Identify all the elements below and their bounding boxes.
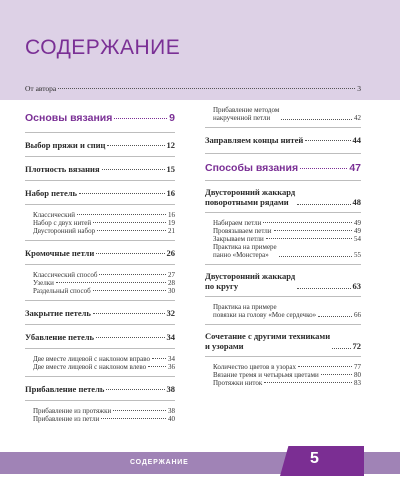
toc-part-techniques[interactable] — [205, 154, 361, 181]
toc-entry-page: 48 — [352, 197, 361, 207]
toc-entry-label: Закрытие петель — [25, 308, 91, 318]
leader-dots — [266, 238, 352, 239]
leader-dots — [58, 88, 355, 89]
toc-sub-group — [25, 265, 175, 301]
toc-entry-label: Прибавление петель — [25, 384, 105, 394]
toc-entry-label: Количество цветов в узорах — [213, 363, 296, 371]
leader-dots — [97, 230, 166, 231]
toc-entry-author[interactable] — [25, 84, 361, 98]
leader-dots — [102, 169, 165, 170]
toc-entry-page: 49 — [354, 219, 361, 227]
toc-chapter[interactable] — [25, 325, 175, 349]
leader-dots — [297, 204, 350, 205]
toc-entry-page: 27 — [168, 271, 175, 279]
leader-dots — [93, 222, 166, 223]
toc-chapter[interactable] — [205, 181, 361, 213]
leader-dots — [332, 348, 350, 349]
toc-entry-label: Классический — [33, 211, 76, 219]
toc-entry-label — [205, 271, 295, 291]
toc-chapter[interactable] — [205, 265, 361, 297]
leader-dots — [300, 168, 347, 169]
toc-entry-page: 19 — [168, 219, 175, 227]
toc-sub-group — [205, 106, 361, 128]
toc-entry-page: 54 — [354, 235, 361, 243]
toc-sub-group — [205, 297, 361, 325]
leader-dots — [321, 374, 352, 375]
toc-sub-group — [25, 205, 175, 241]
toc-entry-label: Убавление петель — [25, 332, 95, 342]
leader-dots — [298, 366, 352, 367]
toc-entry-label — [213, 303, 316, 319]
toc-entry-label: Плотность вязания — [25, 164, 100, 174]
leader-dots — [106, 389, 164, 390]
leader-dots — [114, 118, 167, 119]
toc-entry-page: 66 — [354, 311, 361, 319]
toc-entry-label: Основы вязания — [25, 112, 113, 124]
toc-entry-page: 28 — [168, 279, 175, 287]
toc-entry-label: Две вместе лицевой с наклоном вправо — [33, 355, 150, 363]
toc-entry-page: 38 — [166, 384, 175, 394]
toc-chapter[interactable] — [25, 377, 175, 401]
toc-entry-label — [213, 106, 279, 122]
toc-entry-label-line: Сочетание с другими техниками — [205, 331, 331, 341]
toc-chapter[interactable] — [25, 133, 175, 157]
toc-entry-page: 49 — [354, 227, 361, 235]
toc-chapter[interactable] — [25, 241, 175, 265]
toc-sub-entry[interactable] — [205, 379, 361, 387]
toc-part-basics[interactable] — [25, 112, 175, 133]
toc-entry-label: Способы вязания — [205, 162, 299, 174]
toc-entry-label-line: повязки на голову «Мое сердечко» — [213, 311, 317, 319]
leader-dots — [263, 222, 352, 223]
toc-entry-label-line: Двусторонний жаккард — [205, 271, 296, 281]
toc-entry-label: Набираем петли — [213, 219, 262, 227]
toc-entry-label-line: поворотными рядами — [205, 197, 289, 207]
toc-entry-page: 26 — [166, 248, 175, 258]
toc-sub-entry[interactable] — [205, 219, 361, 227]
toc-entry-label: Закрываем петли — [213, 235, 264, 243]
toc-entry-page: 42 — [354, 114, 361, 122]
toc-chapter[interactable] — [25, 157, 175, 181]
toc-chapter[interactable] — [25, 301, 175, 325]
toc-entry-label: Набор с двух нитей — [33, 219, 92, 227]
toc-sub-entry[interactable] — [25, 279, 175, 287]
toc-entry-page: 16 — [166, 188, 175, 198]
toc-chapter[interactable] — [25, 181, 175, 205]
toc-entry-label: Двусторонний набор — [33, 227, 96, 235]
leader-dots — [107, 145, 164, 146]
toc-right-column — [205, 106, 361, 387]
toc-entry-label-line: накрученной петли — [213, 114, 271, 122]
toc-sub-entry[interactable] — [25, 219, 175, 227]
toc-entry-label: Узелки — [33, 279, 54, 287]
leader-dots — [96, 337, 164, 338]
toc-entry-page: 47 — [349, 162, 361, 174]
toc-entry-page: 9 — [169, 112, 175, 124]
toc-left-column — [25, 112, 175, 423]
toc-sub-entry[interactable] — [25, 415, 175, 423]
toc-entry-label: Прибавление из протяжки — [33, 407, 112, 415]
toc-entry-label: Вязание тремя и четырьмя цветами — [213, 371, 319, 379]
toc-entry-label — [205, 187, 295, 207]
toc-sub-entry[interactable] — [205, 371, 361, 379]
toc-sub-entry[interactable] — [205, 227, 361, 235]
toc-entry-label: Две вместе лицевой с наклоном влево — [33, 363, 147, 371]
leader-dots — [113, 410, 166, 411]
toc-entry-label-line: Прибавление методом — [213, 106, 280, 114]
toc-sub-entry[interactable] — [25, 271, 175, 279]
leader-dots — [101, 418, 166, 419]
page-number: 5 — [310, 450, 319, 467]
toc-sub-entry[interactable] — [25, 407, 175, 415]
toc-entry-label-line: Двусторонний жаккард — [205, 187, 296, 197]
leader-dots — [99, 274, 166, 275]
leader-dots — [93, 290, 166, 291]
leader-dots — [148, 366, 166, 367]
toc-sub-entry[interactable] — [205, 243, 361, 259]
toc-entry-page: 55 — [354, 251, 361, 259]
toc-entry-label: Заправляем концы нитей — [205, 135, 304, 145]
leader-dots — [297, 288, 350, 289]
toc-entry-page: 12 — [166, 140, 175, 150]
toc-entry-page: 83 — [354, 379, 361, 387]
toc-entry-page: 36 — [168, 363, 175, 371]
toc-sub-entry[interactable] — [25, 211, 175, 219]
toc-sub-entry[interactable] — [25, 355, 175, 363]
toc-sub-entry[interactable] — [205, 235, 361, 243]
toc-sub-entry[interactable] — [205, 106, 361, 122]
toc-entry-page: 38 — [168, 407, 175, 415]
toc-entry-label-line: панно «Монстера» — [213, 251, 269, 259]
toc-sub-group — [25, 401, 175, 423]
leader-dots — [305, 140, 350, 141]
leader-dots — [281, 119, 352, 120]
toc-entry-label — [213, 243, 277, 259]
toc-entry-label: Набор петель — [25, 188, 77, 198]
toc-sub-entry[interactable] — [25, 227, 175, 235]
toc-entry-page: 34 — [166, 332, 175, 342]
leader-dots — [56, 282, 166, 283]
toc-entry-page: 44 — [352, 135, 361, 145]
leader-dots — [152, 358, 166, 359]
leader-dots — [79, 193, 165, 194]
toc-entry-label — [205, 331, 330, 351]
toc-sub-entry[interactable] — [205, 303, 361, 319]
toc-sub-group — [205, 357, 361, 387]
leader-dots — [318, 316, 352, 317]
toc-entry-page: 80 — [354, 371, 361, 379]
toc-entry-label-line: Практика на примере — [213, 303, 277, 311]
toc-sub-group — [205, 213, 361, 265]
toc-entry-label-line: Практика на примере — [213, 243, 277, 251]
toc-entry-label-line: по кругу — [205, 281, 239, 291]
toc-entry-label: Раздельный способ — [33, 287, 91, 295]
leader-dots — [279, 256, 352, 257]
page-title: СОДЕРЖАНИЕ — [25, 36, 181, 59]
toc-entry-page: 77 — [354, 363, 361, 371]
toc-sub-entry[interactable] — [205, 363, 361, 371]
footer-page-tab — [280, 446, 364, 476]
toc-entry-page: 30 — [168, 287, 175, 295]
toc-entry-label-line: и узорами — [205, 341, 244, 351]
toc-entry-label: Кромочные петли — [25, 248, 95, 258]
toc-entry-page: 21 — [168, 227, 175, 235]
toc-entry-page: 34 — [168, 355, 175, 363]
toc-entry-page: 15 — [166, 164, 175, 174]
toc-entry-page: 63 — [352, 281, 361, 291]
toc-entry-label: Протяжки ниток — [213, 379, 263, 387]
leader-dots — [264, 382, 352, 383]
toc-entry-page: 16 — [168, 211, 175, 219]
leader-dots — [274, 230, 352, 231]
toc-entry-page: 3 — [357, 84, 361, 93]
leader-dots — [96, 253, 164, 254]
toc-entry-label: Выбор пряжи и спиц — [25, 140, 106, 150]
toc-entry-page: 40 — [168, 415, 175, 423]
toc-entry-label: Провязываем петли — [213, 227, 272, 235]
leader-dots — [77, 214, 166, 215]
toc-entry-page: 72 — [352, 341, 361, 351]
toc-sub-entry[interactable] — [25, 287, 175, 295]
footer-section-label: СОДЕРЖАНИЕ — [130, 459, 189, 466]
toc-chapter[interactable] — [205, 325, 361, 357]
toc-entry-page: 32 — [166, 308, 175, 318]
toc-sub-group — [25, 349, 175, 377]
toc-sub-entry[interactable] — [25, 363, 175, 371]
toc-entry-label: Классический способ — [33, 271, 98, 279]
leader-dots — [93, 313, 165, 314]
toc-chapter[interactable] — [205, 128, 361, 154]
toc-entry-label: От автора — [25, 84, 57, 93]
toc-entry-label: Прибавление из петли — [33, 415, 100, 423]
